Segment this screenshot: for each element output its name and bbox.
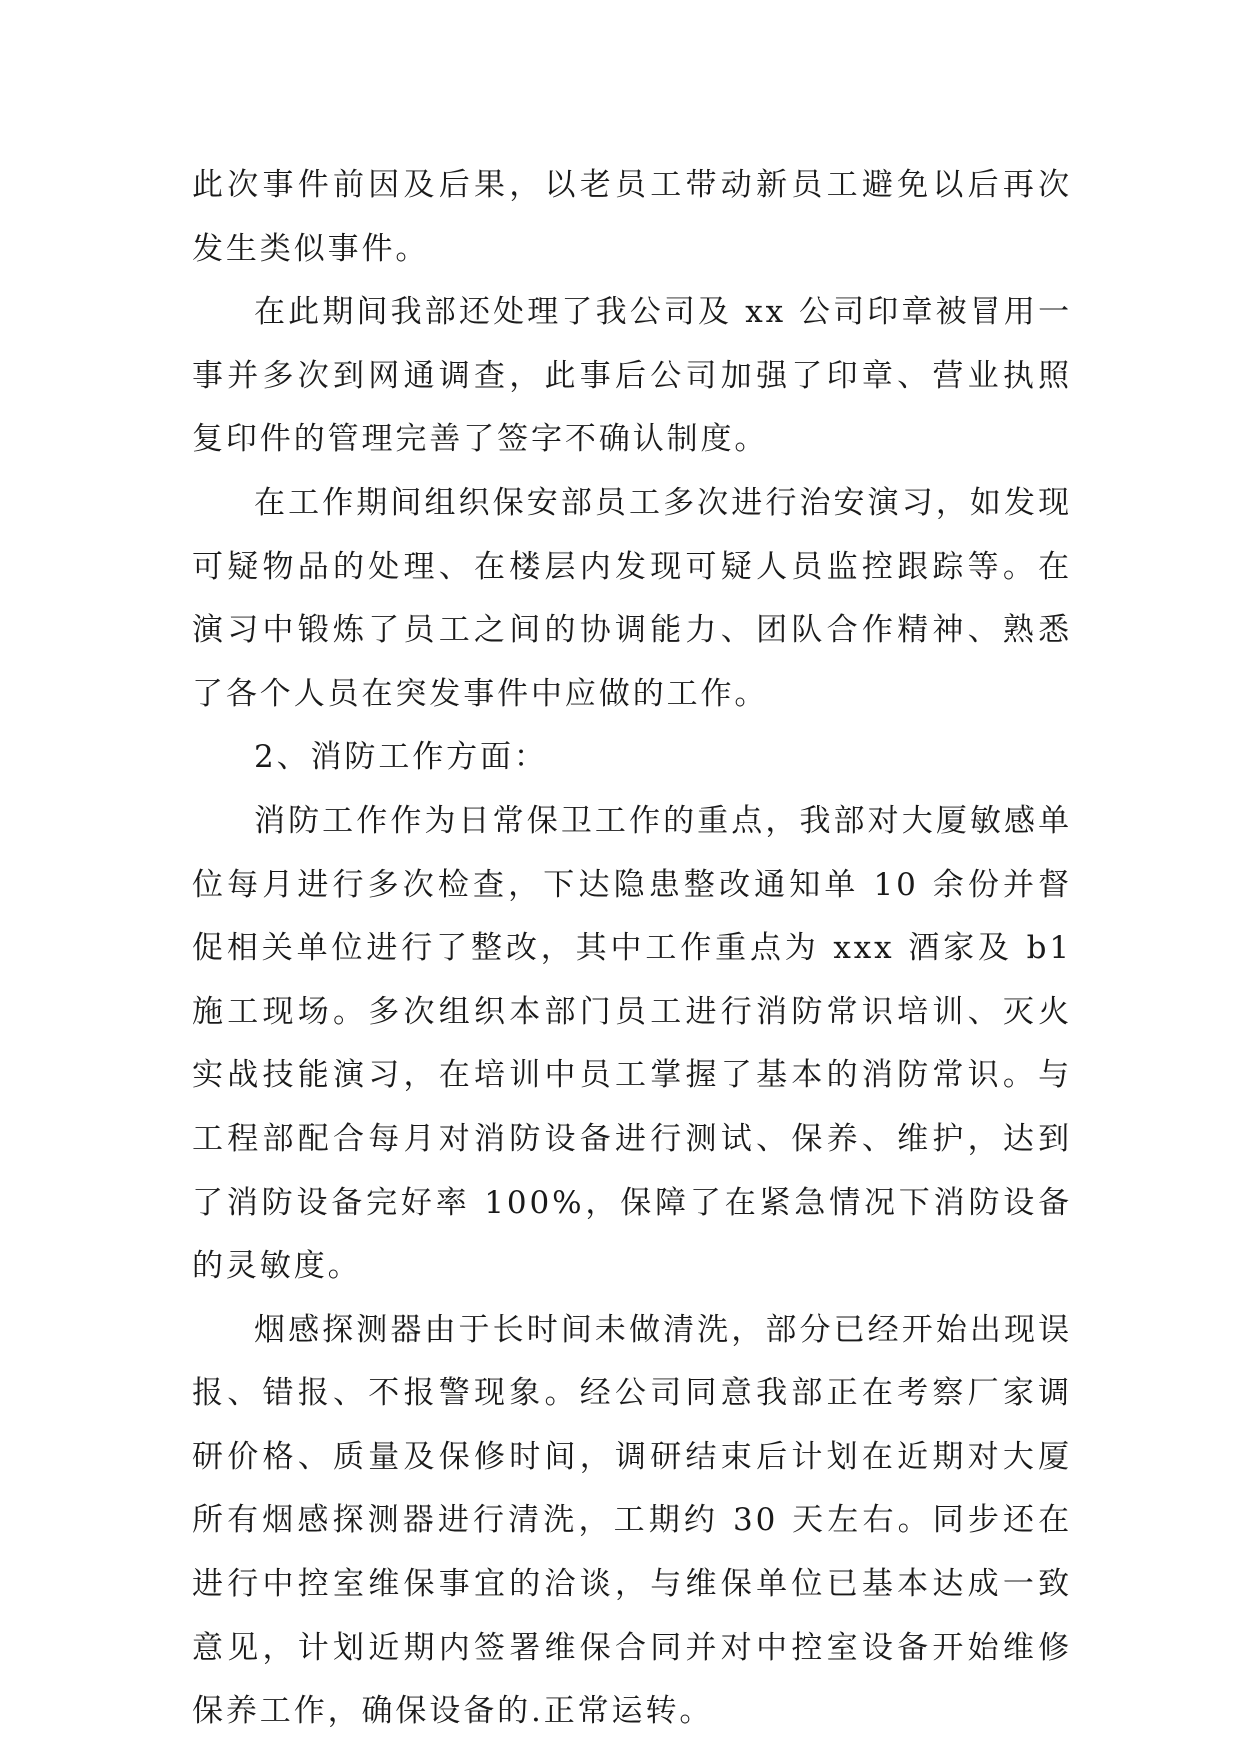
paragraph-6: 烟感探测器由于长时间未做清洗，部分已经开始出现误报、错报、不报警现象。经公司同意我部正在考察厂家调研价格、质量及保修时间，调研结束后计划在近期对大厦所有烟感探测器进行清洗，工期约 30 天左右。同步还在进行中控室维保事宜的洽谈，与维保单位已基本达成一致意见，计划近期内签署维保合同并对中控室设备开始维修保养工作，确保设备的.正常运转。 <box>192 1311 1072 1730</box>
paragraph-1: 此次事件前因及后果，以老员工带动新员工避免以后再次发生类似事件。 <box>192 167 1072 267</box>
section-heading-fire-safety: 2、消防工作方面： <box>254 739 548 776</box>
paragraph-3: 在工作期间组织保安部员工多次进行治安演习，如发现可疑物品的处理、在楼层内发现可疑人员监控跟踪等。在演习中锻炼了员工之间的协调能力、团队合作精神、熟悉了各个人员在突发事件中应做的工作。 <box>192 484 1072 712</box>
document-body <box>192 154 1072 1744</box>
paragraph-2: 在此期间我部还处理了我公司及 xx 公司印章被冒用一事并多次到网通调查，此事后公司加强了印章、营业执照复印件的管理完善了签字不确认制度。 <box>192 294 1072 458</box>
paragraph-5: 消防工作作为日常保卫工作的重点，我部对大厦敏感单位每月进行多次检查，下达隐患整改通知单 10 余份并督促相关单位进行了整改，其中工作重点为 xxx 酒家及 b1 施工现场。多次组织本部门员工进行消防常识培训、灭火实战技能演习，在培训中员工掌握了基本的消防常识。与工程部配合每月对消防设备进行测试、保养、维护，达到了消防设备完好率 100%，保障了在紧急情况下消防设备的灵敏度。 <box>192 802 1072 1285</box>
